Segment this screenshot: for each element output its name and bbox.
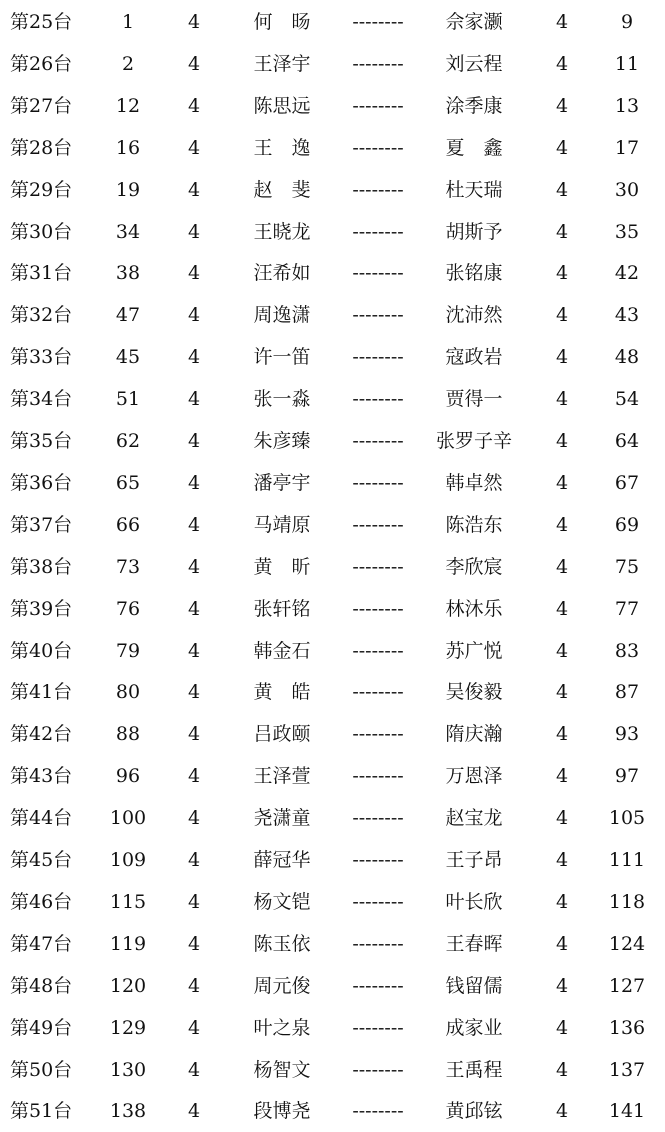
pairing-row bbox=[0, 43, 665, 85]
left-player-number: 100 bbox=[109, 807, 147, 830]
left-player-score: 4 bbox=[187, 136, 201, 159]
table-number: 第44台 bbox=[10, 807, 73, 830]
pairing-separator: -------- bbox=[352, 597, 404, 620]
left-player-number: 96 bbox=[115, 765, 141, 788]
left-player-name: 杨智文 bbox=[253, 1058, 311, 1081]
left-player-score: 4 bbox=[187, 52, 201, 75]
pairing-separator: -------- bbox=[352, 639, 404, 662]
pairing-separator: -------- bbox=[352, 388, 404, 411]
pairing-separator: -------- bbox=[352, 890, 404, 913]
left-player-number: 1 bbox=[121, 11, 135, 33]
right-player-number: 35 bbox=[614, 220, 640, 243]
left-player-name: 韩金石 bbox=[253, 639, 311, 662]
left-player-score: 4 bbox=[187, 11, 201, 33]
right-player-score: 4 bbox=[555, 513, 569, 536]
table-number: 第40台 bbox=[10, 639, 73, 662]
right-player-number: 111 bbox=[608, 849, 646, 871]
pairing-row bbox=[0, 1007, 665, 1049]
pairing-row bbox=[0, 839, 665, 881]
right-player-score: 4 bbox=[555, 136, 569, 159]
left-player-number: 88 bbox=[115, 723, 141, 746]
pairing-separator: -------- bbox=[352, 1100, 404, 1123]
left-player-number: 45 bbox=[115, 346, 141, 369]
pairing-row bbox=[0, 462, 665, 504]
table-number: 第42台 bbox=[10, 723, 73, 746]
right-player-score: 4 bbox=[555, 388, 569, 411]
right-player-name: 刘云程 bbox=[445, 52, 503, 75]
right-player-name: 隋庆瀚 bbox=[445, 723, 503, 746]
pairing-row bbox=[0, 252, 665, 294]
left-player-number: 138 bbox=[109, 1100, 147, 1123]
pairing-row bbox=[0, 671, 665, 713]
right-player-score: 4 bbox=[555, 346, 569, 369]
pairing-separator: -------- bbox=[352, 220, 404, 243]
pairing-separator: -------- bbox=[352, 765, 404, 788]
left-player-number: 79 bbox=[115, 639, 141, 662]
right-player-number: 137 bbox=[608, 1058, 646, 1081]
left-player-number: 130 bbox=[109, 1058, 147, 1081]
right-player-name: 万恩泽 bbox=[445, 765, 503, 788]
left-player-score: 4 bbox=[187, 304, 201, 327]
left-player-name: 汪希如 bbox=[253, 262, 311, 285]
left-player-number: 109 bbox=[109, 849, 147, 871]
pairing-row bbox=[0, 1, 665, 43]
right-player-number: 93 bbox=[614, 723, 640, 746]
pairing-row bbox=[0, 965, 665, 1007]
right-player-number: 105 bbox=[608, 807, 646, 830]
right-player-number: 124 bbox=[608, 932, 646, 955]
left-player-score: 4 bbox=[187, 262, 201, 285]
pairing-separator: -------- bbox=[352, 513, 404, 536]
left-player-number: 120 bbox=[109, 974, 147, 997]
right-player-score: 4 bbox=[555, 304, 569, 327]
left-player-score: 4 bbox=[187, 807, 201, 830]
right-player-number: 67 bbox=[614, 471, 640, 494]
pairing-separator: -------- bbox=[352, 1016, 404, 1039]
right-player-name: 林沐乐 bbox=[445, 597, 503, 620]
pairing-separator: -------- bbox=[352, 304, 404, 327]
left-player-name: 赵 斐 bbox=[253, 178, 311, 201]
left-player-score: 4 bbox=[187, 388, 201, 411]
right-player-number: 48 bbox=[614, 346, 640, 369]
right-player-name: 夏 鑫 bbox=[445, 136, 503, 159]
left-player-name: 许一笛 bbox=[253, 346, 311, 369]
right-player-score: 4 bbox=[555, 765, 569, 788]
left-player-score: 4 bbox=[187, 430, 201, 452]
pairing-separator: -------- bbox=[352, 136, 404, 159]
pairing-separator: -------- bbox=[352, 555, 404, 578]
table-number: 第30台 bbox=[10, 220, 73, 243]
table-number: 第32台 bbox=[10, 304, 73, 327]
left-player-name: 段博尧 bbox=[253, 1100, 311, 1123]
pairing-row bbox=[0, 336, 665, 378]
left-player-number: 115 bbox=[109, 890, 147, 913]
left-player-score: 4 bbox=[187, 220, 201, 243]
left-player-score: 4 bbox=[187, 471, 201, 494]
pairing-separator: -------- bbox=[352, 52, 404, 75]
left-player-name: 马靖原 bbox=[253, 513, 311, 536]
right-player-name: 成家业 bbox=[445, 1016, 503, 1039]
left-player-number: 34 bbox=[115, 220, 141, 243]
left-player-number: 47 bbox=[115, 304, 141, 327]
table-number: 第48台 bbox=[10, 974, 73, 997]
left-player-number: 16 bbox=[115, 136, 141, 159]
left-player-score: 4 bbox=[187, 1100, 201, 1123]
right-player-score: 4 bbox=[555, 262, 569, 285]
right-player-score: 4 bbox=[555, 807, 569, 830]
right-player-name: 涂季康 bbox=[445, 94, 503, 117]
pairing-row bbox=[0, 127, 665, 169]
table-number: 第43台 bbox=[10, 765, 73, 788]
pairing-row bbox=[0, 504, 665, 546]
right-player-number: 77 bbox=[614, 597, 640, 620]
right-player-score: 4 bbox=[555, 1100, 569, 1123]
right-player-score: 4 bbox=[555, 723, 569, 746]
right-player-score: 4 bbox=[555, 220, 569, 243]
pairing-row bbox=[0, 881, 665, 923]
left-player-number: 66 bbox=[115, 513, 141, 536]
left-player-name: 吕政颐 bbox=[253, 723, 311, 746]
right-player-number: 141 bbox=[608, 1100, 646, 1123]
right-player-name: 叶长欣 bbox=[445, 890, 503, 913]
pairing-row bbox=[0, 85, 665, 127]
left-player-name: 张轩铭 bbox=[253, 597, 311, 620]
pairing-row bbox=[0, 211, 665, 253]
left-player-number: 38 bbox=[115, 262, 141, 285]
right-player-score: 4 bbox=[555, 471, 569, 494]
table-number: 第26台 bbox=[10, 52, 73, 75]
pairing-row bbox=[0, 630, 665, 672]
pairing-separator: -------- bbox=[352, 932, 404, 955]
right-player-score: 4 bbox=[555, 11, 569, 33]
left-player-score: 4 bbox=[187, 639, 201, 662]
left-player-score: 4 bbox=[187, 513, 201, 536]
right-player-score: 4 bbox=[555, 1058, 569, 1081]
right-player-name: 王子昂 bbox=[445, 849, 503, 871]
left-player-name: 周逸潇 bbox=[253, 304, 311, 327]
pairing-separator: -------- bbox=[352, 262, 404, 285]
pairing-row bbox=[0, 1090, 665, 1132]
pairing-separator: -------- bbox=[352, 974, 404, 997]
pairing-separator: -------- bbox=[352, 11, 404, 33]
left-player-score: 4 bbox=[187, 723, 201, 746]
right-player-number: 83 bbox=[614, 639, 640, 662]
left-player-name: 朱彦臻 bbox=[253, 430, 311, 452]
right-player-score: 4 bbox=[555, 974, 569, 997]
left-player-number: 12 bbox=[115, 94, 141, 117]
right-player-score: 4 bbox=[555, 430, 569, 452]
left-player-score: 4 bbox=[187, 555, 201, 578]
pairing-separator: -------- bbox=[352, 1058, 404, 1081]
right-player-score: 4 bbox=[555, 555, 569, 578]
right-player-name: 赵宝龙 bbox=[445, 807, 503, 830]
table-number: 第27台 bbox=[10, 94, 73, 117]
right-player-name: 佘家灏 bbox=[445, 11, 503, 33]
right-player-number: 42 bbox=[614, 262, 640, 285]
table-number: 第35台 bbox=[10, 430, 73, 452]
table-number: 第38台 bbox=[10, 555, 73, 578]
right-player-number: 9 bbox=[620, 11, 634, 33]
pairing-separator: -------- bbox=[352, 471, 404, 494]
table-number: 第51台 bbox=[10, 1100, 73, 1123]
pairing-row bbox=[0, 755, 665, 797]
left-player-score: 4 bbox=[187, 765, 201, 788]
table-number: 第34台 bbox=[10, 388, 73, 411]
left-player-name: 王 逸 bbox=[253, 136, 311, 159]
right-player-score: 4 bbox=[555, 681, 569, 704]
left-player-score: 4 bbox=[187, 932, 201, 955]
right-player-name: 王禹程 bbox=[445, 1058, 503, 1081]
left-player-score: 4 bbox=[187, 1016, 201, 1039]
left-player-name: 尧潇童 bbox=[253, 807, 311, 830]
pairing-separator: -------- bbox=[352, 723, 404, 746]
right-player-score: 4 bbox=[555, 639, 569, 662]
pairing-row bbox=[0, 546, 665, 588]
pairing-row bbox=[0, 169, 665, 211]
table-number: 第28台 bbox=[10, 136, 73, 159]
left-player-name: 何 旸 bbox=[253, 11, 311, 33]
right-player-number: 127 bbox=[608, 974, 646, 997]
pairing-separator: -------- bbox=[352, 681, 404, 704]
left-player-score: 4 bbox=[187, 346, 201, 369]
right-player-name: 贾得一 bbox=[445, 388, 503, 411]
left-player-number: 62 bbox=[115, 430, 141, 452]
table-number: 第39台 bbox=[10, 597, 73, 620]
left-player-score: 4 bbox=[187, 1058, 201, 1081]
pairing-row bbox=[0, 420, 665, 462]
right-player-score: 4 bbox=[555, 932, 569, 955]
left-player-name: 潘亭宇 bbox=[253, 471, 311, 494]
left-player-score: 4 bbox=[187, 890, 201, 913]
right-player-name: 韩卓然 bbox=[445, 471, 503, 494]
left-player-name: 杨文铠 bbox=[253, 890, 311, 913]
left-player-name: 王晓龙 bbox=[253, 220, 311, 243]
left-player-number: 129 bbox=[109, 1016, 147, 1039]
pairing-row bbox=[0, 294, 665, 336]
left-player-number: 73 bbox=[115, 555, 141, 578]
table-number: 第33台 bbox=[10, 346, 73, 369]
left-player-name: 薛冠华 bbox=[253, 849, 311, 871]
left-player-name: 陈思远 bbox=[253, 94, 311, 117]
table-number: 第25台 bbox=[10, 11, 73, 33]
right-player-name: 苏广悦 bbox=[445, 639, 503, 662]
right-player-name: 吴俊毅 bbox=[445, 681, 503, 704]
left-player-name: 陈玉依 bbox=[253, 932, 311, 955]
left-player-number: 65 bbox=[115, 471, 141, 494]
left-player-name: 叶之泉 bbox=[253, 1016, 311, 1039]
left-player-name: 周元俊 bbox=[253, 974, 311, 997]
table-number: 第50台 bbox=[10, 1058, 73, 1081]
pairing-separator: -------- bbox=[352, 346, 404, 369]
right-player-number: 11 bbox=[614, 52, 640, 75]
left-player-score: 4 bbox=[187, 178, 201, 201]
right-player-number: 69 bbox=[614, 513, 640, 536]
pairing-separator: -------- bbox=[352, 807, 404, 830]
right-player-number: 13 bbox=[614, 94, 640, 117]
left-player-number: 19 bbox=[115, 178, 141, 201]
right-player-number: 87 bbox=[614, 681, 640, 704]
table-number: 第47台 bbox=[10, 932, 73, 955]
right-player-number: 75 bbox=[614, 555, 640, 578]
right-player-name: 黄邱铉 bbox=[445, 1100, 503, 1123]
right-player-name: 杜天瑞 bbox=[445, 178, 503, 201]
left-player-name: 黄 皓 bbox=[253, 681, 311, 704]
table-number: 第46台 bbox=[10, 890, 73, 913]
left-player-name: 王泽宇 bbox=[253, 52, 311, 75]
right-player-number: 136 bbox=[608, 1016, 646, 1039]
right-player-score: 4 bbox=[555, 890, 569, 913]
pairing-separator: -------- bbox=[352, 430, 404, 452]
pairing-row bbox=[0, 378, 665, 420]
right-player-name: 张罗子辛 bbox=[435, 430, 512, 452]
table-number: 第49台 bbox=[10, 1016, 73, 1039]
right-player-number: 17 bbox=[614, 136, 640, 159]
pairing-row bbox=[0, 923, 665, 965]
right-player-number: 97 bbox=[614, 765, 640, 788]
right-player-number: 43 bbox=[614, 304, 640, 327]
left-player-score: 4 bbox=[187, 681, 201, 704]
pairing-separator: -------- bbox=[352, 178, 404, 201]
left-player-score: 4 bbox=[187, 94, 201, 117]
pairing-separator: -------- bbox=[352, 94, 404, 117]
table-number: 第37台 bbox=[10, 513, 73, 536]
right-player-name: 李欣宸 bbox=[445, 555, 503, 578]
table-number: 第36台 bbox=[10, 471, 73, 494]
table-number: 第41台 bbox=[10, 681, 73, 704]
pairing-separator: -------- bbox=[352, 849, 404, 871]
pairing-row bbox=[0, 797, 665, 839]
right-player-name: 钱留儒 bbox=[445, 974, 503, 997]
right-player-number: 64 bbox=[614, 430, 640, 452]
left-player-name: 黄 昕 bbox=[253, 555, 311, 578]
pairing-row bbox=[0, 588, 665, 630]
left-player-score: 4 bbox=[187, 597, 201, 620]
table-number: 第29台 bbox=[10, 178, 73, 201]
right-player-score: 4 bbox=[555, 1016, 569, 1039]
right-player-name: 王春晖 bbox=[445, 932, 503, 955]
left-player-score: 4 bbox=[187, 974, 201, 997]
pairing-row bbox=[0, 1049, 665, 1091]
right-player-score: 4 bbox=[555, 52, 569, 75]
right-player-score: 4 bbox=[555, 94, 569, 117]
left-player-number: 80 bbox=[115, 681, 141, 704]
left-player-number: 51 bbox=[115, 388, 141, 411]
right-player-number: 118 bbox=[608, 890, 646, 913]
right-player-name: 沈沛然 bbox=[445, 304, 503, 327]
right-player-score: 4 bbox=[555, 178, 569, 201]
left-player-number: 119 bbox=[109, 932, 147, 955]
right-player-number: 54 bbox=[614, 388, 640, 411]
right-player-name: 寇政岩 bbox=[445, 346, 503, 369]
left-player-number: 2 bbox=[121, 52, 135, 75]
pairing-row bbox=[0, 713, 665, 755]
right-player-number: 30 bbox=[614, 178, 640, 201]
right-player-score: 4 bbox=[555, 849, 569, 871]
table-number: 第31台 bbox=[10, 262, 73, 285]
table-number: 第45台 bbox=[10, 849, 73, 871]
right-player-name: 胡斯予 bbox=[445, 220, 503, 243]
right-player-name: 张铭康 bbox=[445, 262, 503, 285]
left-player-score: 4 bbox=[187, 849, 201, 871]
left-player-name: 王泽萱 bbox=[253, 765, 311, 788]
left-player-number: 76 bbox=[115, 597, 141, 620]
left-player-name: 张一淼 bbox=[253, 388, 311, 411]
right-player-score: 4 bbox=[555, 597, 569, 620]
right-player-name: 陈浩东 bbox=[445, 513, 503, 536]
